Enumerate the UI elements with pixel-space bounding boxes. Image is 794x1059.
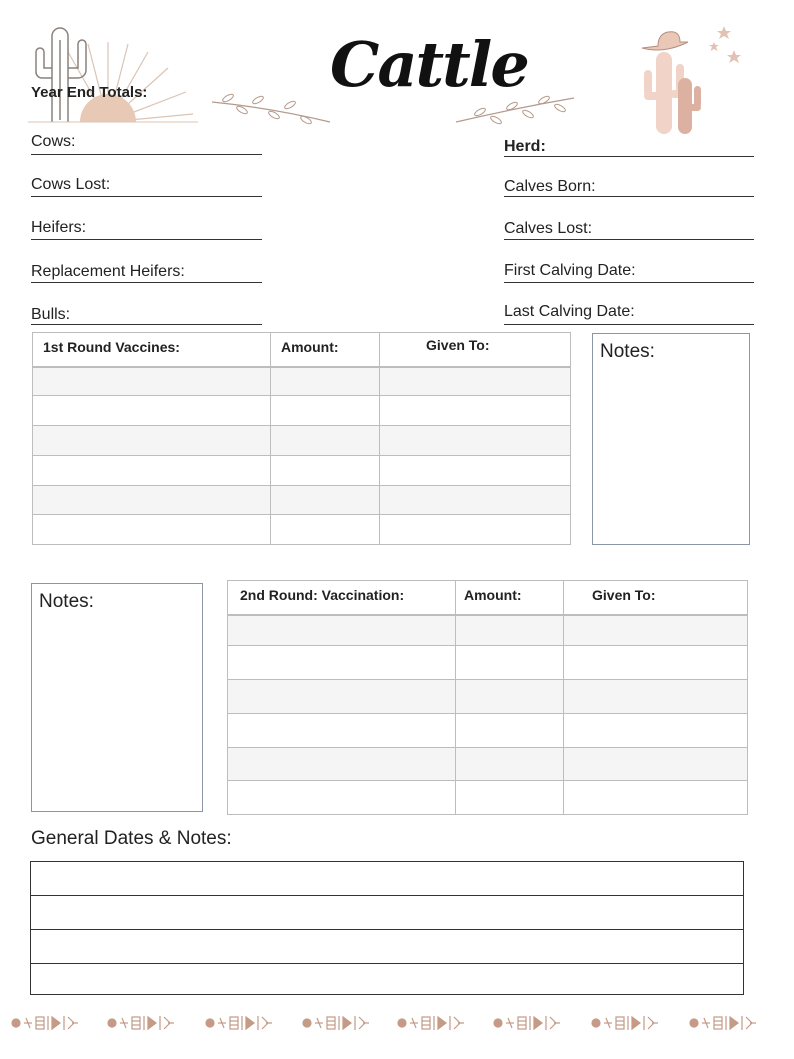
field-label-first-calving-date: First Calving Date: [504, 262, 636, 279]
table-cell[interactable] [33, 367, 271, 396]
table-cell[interactable] [456, 714, 564, 748]
table-cell[interactable] [271, 515, 380, 545]
table-row [33, 426, 571, 456]
table-row [33, 396, 571, 426]
table-cell[interactable] [271, 486, 380, 515]
notes-box-right[interactable] [592, 333, 750, 545]
border-motif-icon [690, 1016, 756, 1030]
general-dates-notes-title: General Dates & Notes: [31, 828, 232, 849]
round2-header-given-to: Given To: [564, 581, 748, 615]
table-cell[interactable] [228, 781, 456, 815]
round1-header-amount: Amount: [271, 333, 380, 367]
field-line-bulls[interactable] [31, 324, 262, 325]
table-row [228, 615, 748, 646]
field-line-heifers[interactable] [31, 239, 262, 240]
table-cell[interactable] [271, 367, 380, 396]
round1-vaccine-table [32, 332, 571, 545]
round2-header-amount: Amount: [456, 581, 564, 615]
field-label-bulls: Bulls: [31, 306, 71, 323]
table-cell[interactable] [380, 515, 571, 545]
table-cell[interactable] [33, 486, 271, 515]
table-row [228, 781, 748, 815]
table-row [228, 714, 748, 748]
field-line-replacement-heifers[interactable] [31, 282, 262, 283]
field-line-cows-lost[interactable] [31, 196, 262, 197]
field-line-first-calving-date[interactable] [504, 282, 754, 283]
page-title: Cattle [330, 28, 528, 101]
cactus-sun-illustration [28, 22, 198, 126]
field-line-calves-born[interactable] [504, 196, 754, 197]
table-cell[interactable] [564, 680, 748, 714]
field-line-calves-lost[interactable] [504, 239, 754, 240]
border-motif-icon [592, 1016, 658, 1030]
general-notes-row[interactable] [31, 930, 743, 964]
table-cell[interactable] [228, 714, 456, 748]
table-cell[interactable] [456, 615, 564, 646]
table-cell[interactable] [33, 396, 271, 426]
table-cell[interactable] [380, 456, 571, 486]
field-label-cows-lost: Cows Lost: [31, 176, 111, 193]
field-line-cows[interactable] [31, 154, 262, 155]
table-cell[interactable] [33, 515, 271, 545]
round2-header-vaccination: 2nd Round: Vaccination: [228, 581, 456, 615]
table-cell[interactable] [228, 615, 456, 646]
cowboy-cactus-illustration [636, 24, 746, 138]
notes-label: Notes: [600, 341, 655, 362]
table-row [228, 680, 748, 714]
table-cell[interactable] [228, 748, 456, 781]
table-cell[interactable] [564, 714, 748, 748]
border-motif-icon [494, 1016, 560, 1030]
table-cell[interactable] [564, 615, 748, 646]
general-notes-row[interactable] [31, 964, 743, 994]
table-row [33, 515, 571, 545]
border-motif-icon [303, 1016, 369, 1030]
table-cell[interactable] [271, 396, 380, 426]
table-cell[interactable] [456, 781, 564, 815]
field-line-last-calving-date[interactable] [504, 324, 754, 325]
field-label-herd: Herd: [504, 138, 546, 155]
table-row [228, 748, 748, 781]
table-cell[interactable] [564, 646, 748, 680]
border-motif-icon [206, 1016, 272, 1030]
table-row [33, 486, 571, 515]
cactus-icon [36, 28, 86, 122]
border-motif-icon [12, 1016, 78, 1030]
round1-header-vaccines: 1st Round Vaccines: [33, 333, 271, 367]
table-cell[interactable] [380, 426, 571, 456]
notes-label: Notes: [39, 591, 94, 612]
field-label-replacement-heifers: Replacement Heifers: [31, 263, 185, 280]
table-row [33, 456, 571, 486]
table-cell[interactable] [271, 426, 380, 456]
border-motif-icon [398, 1016, 464, 1030]
hat-icon [642, 32, 688, 50]
table-cell[interactable] [33, 426, 271, 456]
notes-box-left[interactable] [31, 583, 203, 812]
table-cell[interactable] [456, 646, 564, 680]
general-notes-row[interactable] [31, 862, 743, 896]
table-row [228, 646, 748, 680]
table-cell[interactable] [456, 748, 564, 781]
field-label-cows: Cows: [31, 133, 76, 150]
table-row [33, 367, 571, 396]
star-icon [709, 26, 741, 63]
leaf-sprig-left-icon [212, 88, 332, 128]
table-cell[interactable] [380, 486, 571, 515]
field-label-calves-born: Calves Born: [504, 178, 596, 195]
field-line-herd[interactable] [504, 156, 754, 157]
cactus-icon [678, 78, 701, 134]
field-label-heifers: Heifers: [31, 219, 87, 236]
general-notes-row[interactable] [31, 896, 743, 930]
table-cell[interactable] [228, 646, 456, 680]
general-notes-table [30, 861, 744, 995]
table-cell[interactable] [228, 680, 456, 714]
field-label-calves-lost: Calves Lost: [504, 220, 593, 237]
decorative-border-pattern [0, 1008, 794, 1038]
table-cell[interactable] [564, 781, 748, 815]
table-cell[interactable] [456, 680, 564, 714]
year-end-totals-label: Year End Totals: [31, 84, 148, 101]
round2-vaccine-table [227, 580, 748, 815]
border-motif-icon [108, 1016, 174, 1030]
round1-header-given-to: Given To: [380, 333, 571, 367]
table-cell[interactable] [33, 456, 271, 486]
table-cell[interactable] [271, 456, 380, 486]
table-cell[interactable] [564, 748, 748, 781]
field-label-last-calving-date: Last Calving Date: [504, 303, 635, 320]
table-cell[interactable] [380, 396, 571, 426]
table-cell[interactable] [380, 367, 571, 396]
